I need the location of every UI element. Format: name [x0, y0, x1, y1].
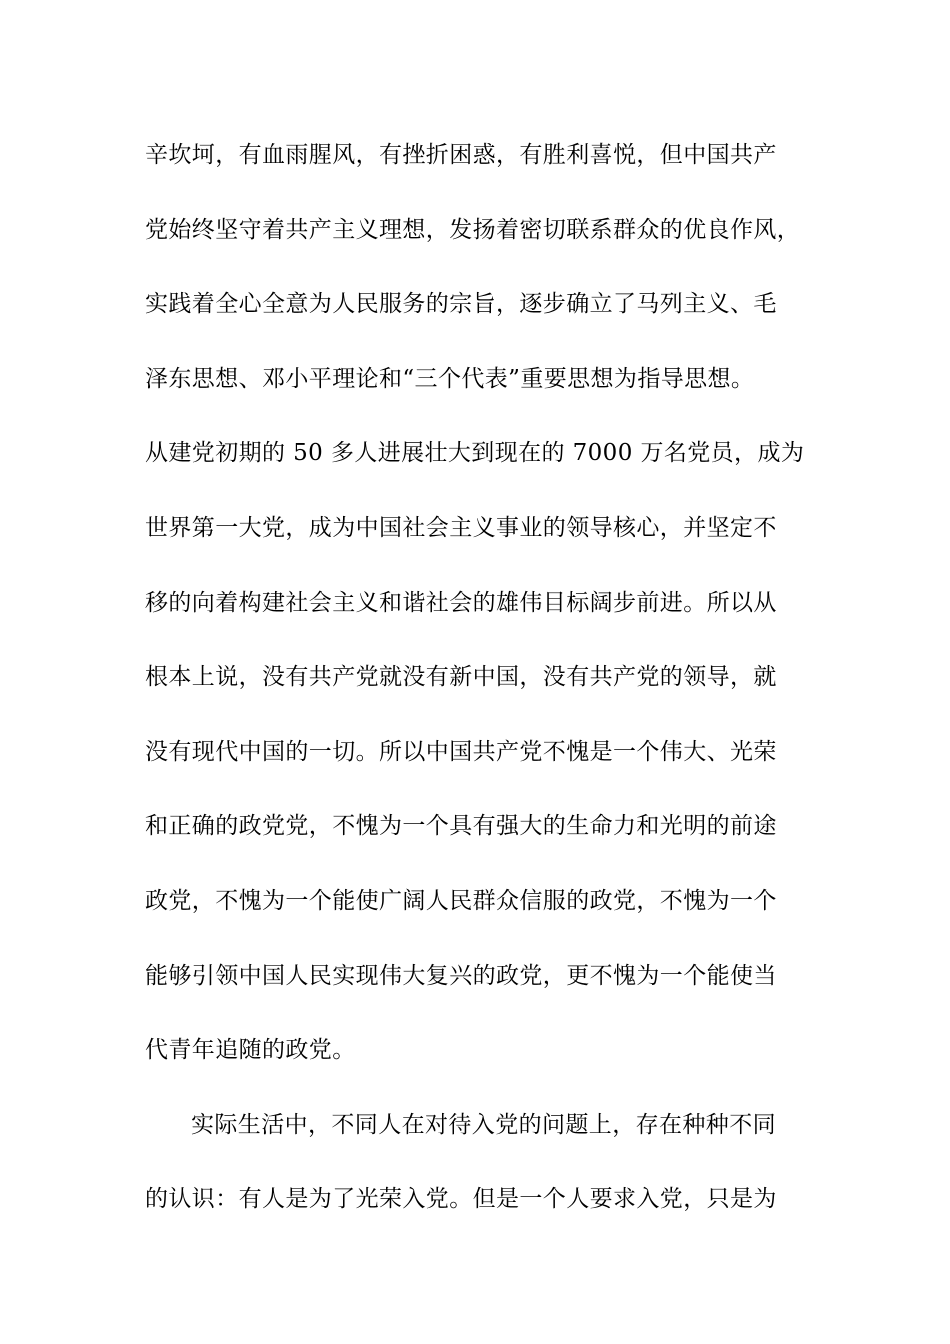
body-text: [145, 125, 815, 1244]
text-line-7: 移的向着构建社会主义和谐社会的雄伟目标阔步前进。所以从: [145, 589, 777, 616]
text-line-10: 和正确的政党党，不愧为一个具有强大的生命力和光明的前途: [145, 813, 777, 840]
text-line-15: 的认识：有人是为了光荣入党。但是一个人要求入党，只是为: [145, 1186, 777, 1213]
text-line-2: 党始终坚守着共产主义理想，发扬着密切联系群众的优良作风，: [145, 216, 801, 243]
text-line-12: 能够引领中国人民实现伟大复兴的政党，更不愧为一个能使当: [145, 962, 777, 989]
text-line-3: 实践着全心全意为人民服务的宗旨，逐步确立了马列主义、毛: [145, 291, 777, 318]
paragraph-start-line: 实际生活中，不同人在对待入党的问题上，存在种种不同: [191, 1111, 776, 1138]
text-line-5: 从建党初期的 50 多人进展壮大到现在的 7000 万名党员，成为: [145, 440, 805, 467]
text-line-4: 泽东思想、邓小平理论和“三个代表”重要思想为指导思想。: [145, 365, 755, 392]
text-line-11: 政党，不愧为一个能使广阔人民群众信服的政党，不愧为一个: [145, 887, 777, 914]
text-line-1: 辛坎坷，有血雨腥风，有挫折困惑，有胜利喜悦，但中国共产: [145, 142, 777, 168]
text-line-9: 没有现代中国的一切。所以中国共产党不愧是一个伟大、光荣: [145, 738, 777, 765]
text-line-8: 根本上说，没有共产党就没有新中国，没有共产党的领导，就: [145, 664, 777, 691]
text-line-13: 代青年追随的政党。: [145, 1037, 356, 1064]
text-line-6: 世界第一大党，成为中国社会主义事业的领导核心，并坚定不: [145, 514, 777, 541]
